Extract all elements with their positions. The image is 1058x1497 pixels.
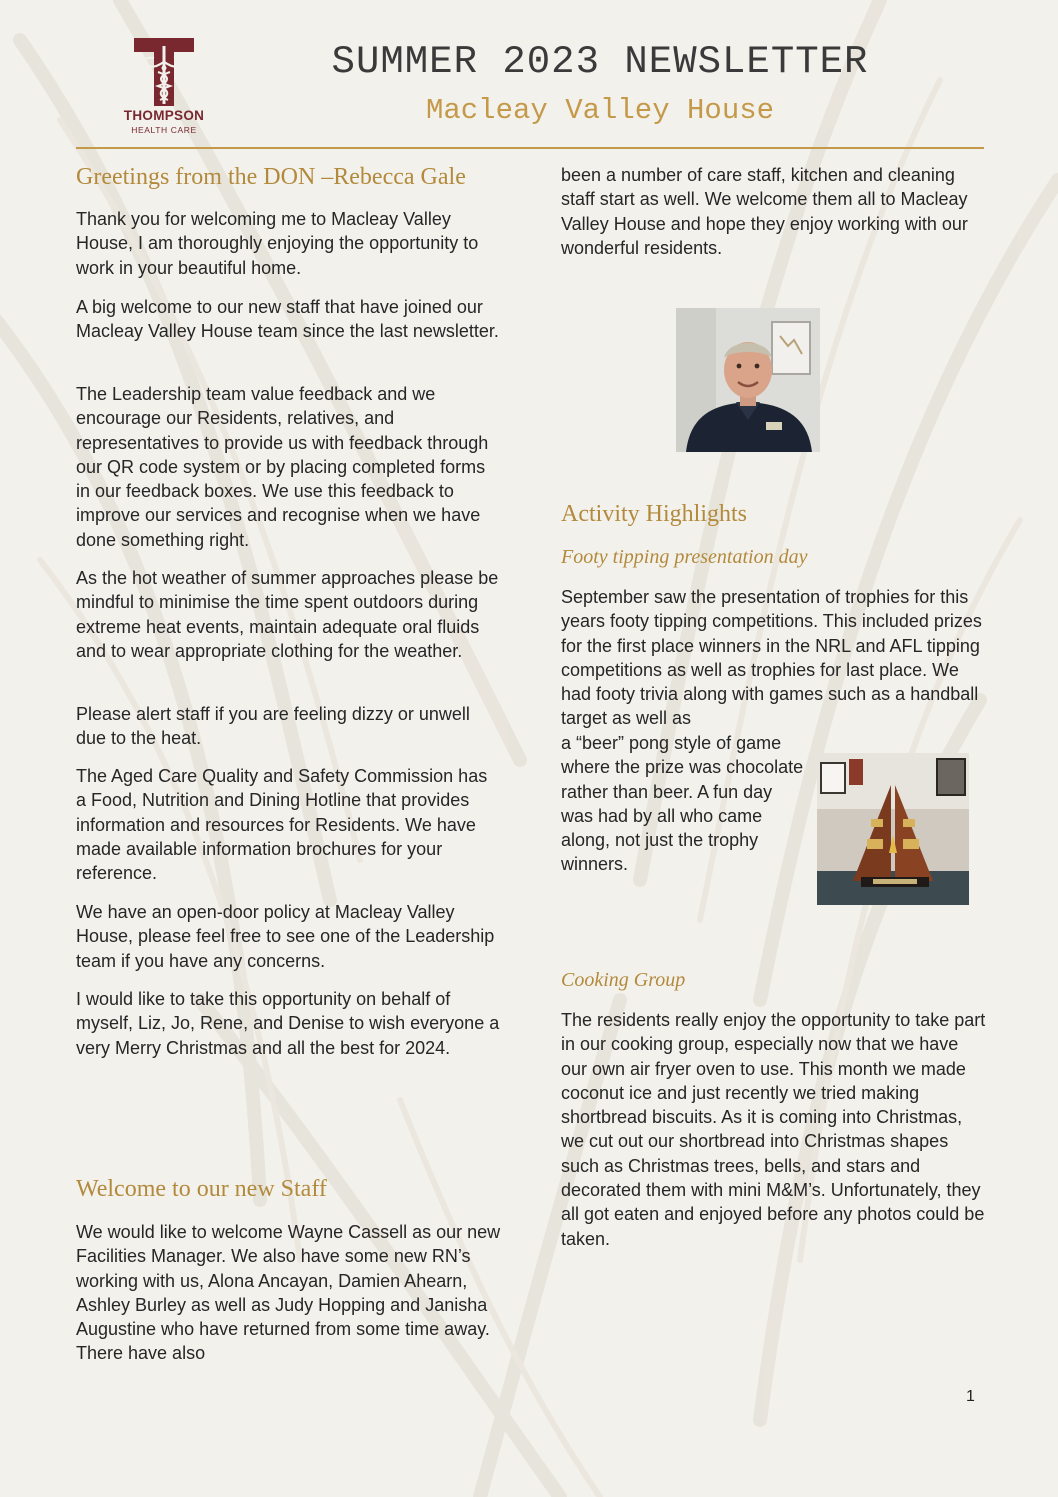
new-staff-continued: been a number of care staff, kitchen and cleaning staff start as well. We welcome them all to Macleay Valley House and hope they enjoy working with our wonderful residents.: [561, 165, 968, 258]
trophy-photo: [817, 753, 969, 905]
footy-tipping-paragraph: September saw the presentation of trophies for this years footy tipping competitions. This included prizes for the first place winners in the NRL and AFL tipping competitions as well as trophies for last place. We had footy trivia along with games such as a handball target as well as: [561, 587, 982, 729]
newsletter-subtitle: Macleay Valley House: [425, 94, 775, 127]
activity-highlights-heading: Activity Highlights: [561, 501, 747, 527]
greetings-heading: Greetings from the DON –Rebecca Gale: [76, 164, 466, 190]
newsletter-title: SUMMER 2023 NEWSLETTER: [331, 40, 869, 84]
caduceus-t-icon: [134, 38, 194, 106]
footy-tipping-subheading: Footy tipping presentation day: [561, 546, 808, 568]
logo-name: THOMPSON: [123, 108, 205, 123]
page-number: 1: [966, 1388, 975, 1405]
logo-subtitle: HEALTH CARE: [131, 125, 197, 135]
greetings-paragraph: As the hot weather of summer approaches please be mindful to minimise the time spent outdoors during extreme heat events, maintain adequate oral fluids and to wear appropriate clothing for the weather.: [76, 568, 499, 661]
new-staff-heading: Welcome to our new Staff: [76, 1176, 327, 1202]
greetings-paragraph: We have an open-door policy at Macleay Valley House, please feel free to see one of the Leadership team if you have any concerns.: [76, 902, 495, 971]
footy-tipping-paragraph-wrap: a “beer” pong style of game where the prize was chocolate rather than beer. A fun day was had by all who came along, not just the trophy winners.: [561, 733, 804, 875]
facilities-manager-photo: [676, 308, 820, 452]
greetings-paragraph: The Leadership team value feedback and we encourage our Residents, relatives, and representatives to provide us with feedback through our QR code system or by placing completed forms in our feedback boxes. We use this feedback to improve our services and recognise when we have done something right.: [76, 384, 489, 550]
greetings-paragraph: The Aged Care Quality and Safety Commission has a Food, Nutrition and Dining Hotline that provides information and resources for Residents. We have made available information brochures for your reference.: [76, 766, 488, 884]
header-divider: [76, 147, 984, 149]
new-staff-paragraph: We would like to welcome Wayne Cassell as our new Facilities Manager. We also have some new RN’s working with us, Alona Ancayan, Damien Ahearn, Ashley Burley as well as Judy Hopping and Janisha Augustine who have returned from some time away. There have also: [76, 1222, 501, 1364]
greetings-paragraph: A big welcome to our new staff that have joined our Macleay Valley House team since the last newsletter.: [76, 297, 499, 342]
greetings-paragraph: I would like to take this opportunity on behalf of myself, Liz, Jo, Rene, and Denise to wish everyone a very Merry Christmas and all the best for 2024.: [76, 989, 500, 1058]
greetings-paragraph: Please alert staff if you are feeling dizzy or unwell due to the heat.: [76, 704, 470, 749]
cooking-group-paragraph: The residents really enjoy the opportunity to take part in our cooking group, especially now that we have our own air fryer oven to use. This month we made coconut ice and just recently we tried making shortbread biscuits. As it is coming into Christmas, we cut out our shortbread into Christmas shapes such as Christmas trees, bells, and stars and decorated them with mini M&M’s. Unfortunately, they all got eaten and enjoyed before any photos could be taken.: [561, 1010, 986, 1249]
thompson-health-care-logo: [112, 38, 216, 134]
cooking-group-subheading: Cooking Group: [561, 969, 686, 991]
greetings-paragraph: Thank you for welcoming me to Macleay Valley House, I am thoroughly enjoying the opportunity to work in your beautiful home.: [76, 209, 479, 278]
